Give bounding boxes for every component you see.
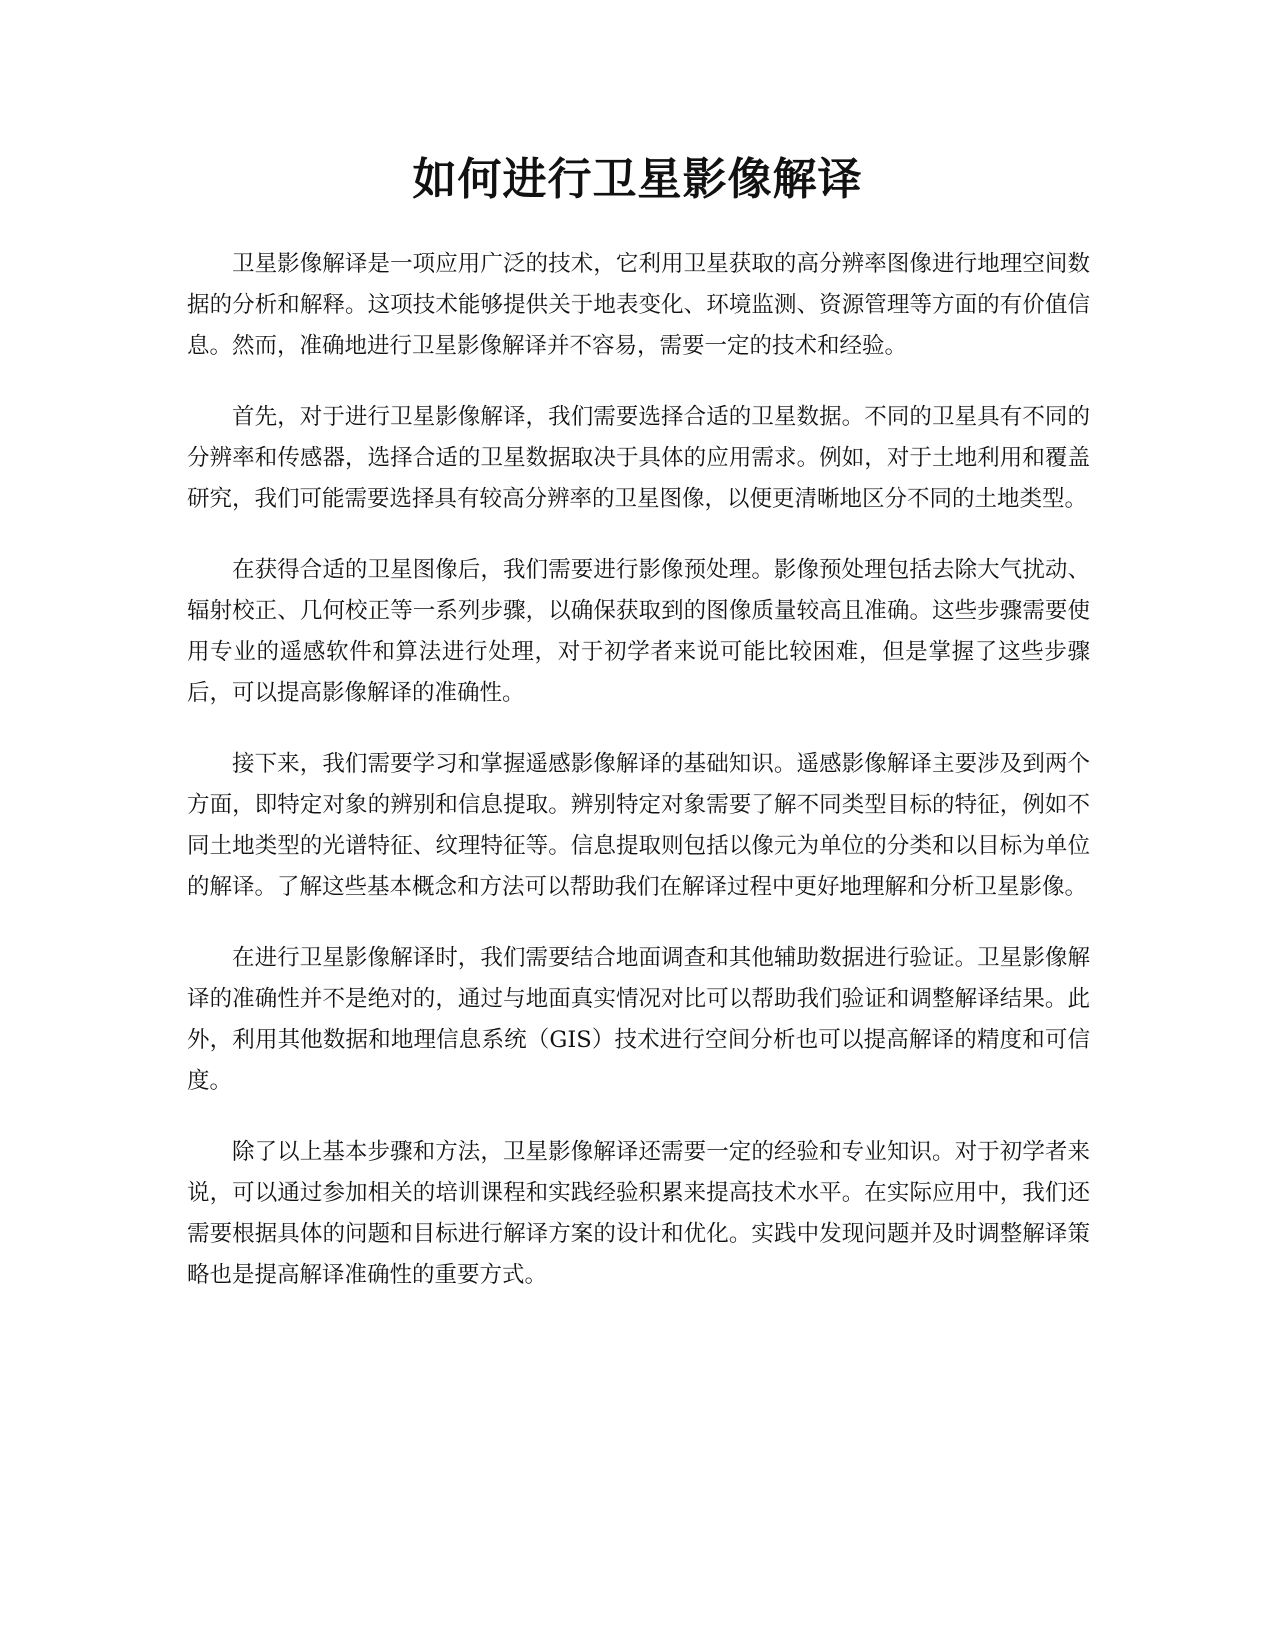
paragraph-1: 卫星影像解译是一项应用广泛的技术，它利用卫星获取的高分辨率图像进行地理空间数据的分析和解释。这项技术能够提供关于地表变化、环境监测、资源管理等方面的有价值信息。然而，准确地进行卫星影像解译并不容易，需要一定的技术和经验。 bbox=[187, 251, 1090, 359]
paragraph-5: 在进行卫星影像解译时，我们需要结合地面调查和其他辅助数据进行验证。卫星影像解译的准确性并不是绝对的，通过与地面真实情况对比可以帮助我们验证和调整解译结果。此外，利用其他数据和地理信息系统（GIS）技术进行空间分析也可以提高解译的精度和可信度。 bbox=[187, 945, 1090, 1094]
document-title: 如何进行卫星影像解译 bbox=[412, 154, 863, 205]
paragraph-2: 首先，对于进行卫星影像解译，我们需要选择合适的卫星数据。不同的卫星具有不同的分辨率和传感器，选择合适的卫星数据取决于具体的应用需求。例如，对于土地利用和覆盖研究，我们可能需要选择具有较高分辨率的卫星图像，以便更清晰地区分不同的土地类型。 bbox=[187, 404, 1090, 512]
paragraph-4: 接下来，我们需要学习和掌握遥感影像解译的基础知识。遥感影像解译主要涉及到两个方面，即特定对象的辨别和信息提取。辨别特定对象需要了解不同类型目标的特征，例如不同土地类型的光谱特征、纹理特征等。信息提取则包括以像元为单位的分类和以目标为单位的解译。了解这些基本概念和方法可以帮助我们在解译过程中更好地理解和分析卫星影像。 bbox=[187, 751, 1090, 900]
paragraph-6: 除了以上基本步骤和方法，卫星影像解译还需要一定的经验和专业知识。对于初学者来说，可以通过参加相关的培训课程和实践经验积累来提高技术水平。在实际应用中，我们还需要根据具体的问题和目标进行解译方案的设计和优化。实践中发现问题并及时调整解译策略也是提高解译准确性的重要方式。 bbox=[187, 1139, 1090, 1288]
paragraph-3: 在获得合适的卫星图像后，我们需要进行影像预处理。影像预处理包括去除大气扰动、辐射校正、几何校正等一系列步骤，以确保获取到的图像质量较高且准确。这些步骤需要使用专业的遥感软件和算法进行处理，对于初学者来说可能比较困难，但是掌握了这些步骤后，可以提高影像解译的准确性。 bbox=[187, 557, 1090, 706]
document-body bbox=[187, 244, 1090, 1326]
